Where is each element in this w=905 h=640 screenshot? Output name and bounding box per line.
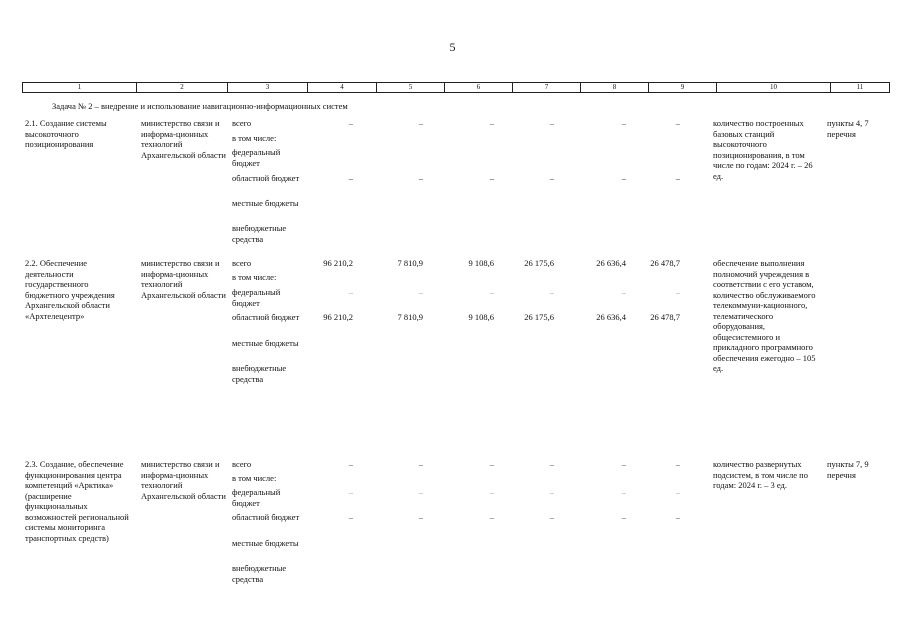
value-total: – (549, 118, 554, 128)
value-federal: – (549, 287, 554, 297)
source-total: всего (232, 258, 252, 268)
executor: министерство связи и информа-ционных технологий Архангельской области (141, 258, 226, 300)
value-total: – (675, 459, 680, 469)
value-total: – (675, 118, 680, 128)
value-regional: – (549, 512, 554, 522)
source-federal: федеральный бюджет (232, 287, 281, 308)
indicator: количество построенных базовых станций высокоточного позиционирования, в том числе по годам: 2024 г. – 26 ед. (713, 118, 813, 181)
notes: пункты 7, 9 перечня (827, 459, 869, 480)
page-number: 5 (449, 40, 456, 54)
column-header-1: 1 (23, 83, 137, 93)
value-federal: – (348, 287, 353, 297)
value-federal: – (489, 487, 494, 497)
value-regional: – (675, 512, 680, 522)
column-header-9: 9 (649, 83, 717, 93)
value-total: 96 210,2 (323, 258, 353, 268)
source-federal: федеральный бюджет (232, 487, 281, 508)
value-federal: – (621, 487, 626, 497)
value-total: – (621, 118, 626, 128)
source-extrabudgetary: внебюджетные средства (232, 363, 287, 384)
source-regional: областной бюджет (232, 312, 300, 322)
source-extrabudgetary: внебюджетные средства (232, 563, 287, 584)
source-including: в том числе: (232, 272, 277, 282)
column-header-10: 10 (717, 83, 831, 93)
value-federal: – (418, 487, 423, 497)
value-total: – (348, 118, 353, 128)
value-regional: – (489, 512, 494, 522)
value-regional: 7 810,9 (397, 312, 423, 322)
value-regional: – (418, 173, 423, 183)
task-title: Задача № 2 – внедрение и использование навигационно-информационных систем (52, 101, 348, 111)
activity-name: 2.3. Создание, обеспечение функционирования центра компетенций «Арктика» (расширение функциональных возможностей региональной системы мониторинга транспортных средств) (25, 459, 129, 543)
source-local: местные бюджеты (232, 338, 299, 348)
value-federal: – (348, 487, 353, 497)
value-total: – (621, 459, 626, 469)
source-extrabudgetary: внебюджетные средства (232, 223, 287, 244)
column-header-5: 5 (377, 83, 445, 93)
executor: министерство связи и информа-ционных технологий Архангельской области (141, 118, 226, 160)
executor: министерство связи и информа-ционных технологий Архангельской области (141, 459, 226, 501)
value-regional: 96 210,2 (323, 312, 353, 322)
value-total: 26 478,7 (650, 258, 680, 268)
source-total: всего (232, 459, 252, 469)
source-regional: областной бюджет (232, 512, 300, 522)
source-federal: федеральный бюджет (232, 147, 281, 168)
value-total: – (549, 459, 554, 469)
value-total: – (418, 459, 423, 469)
value-total: – (418, 118, 423, 128)
activity-name: 2.1. Создание системы высокоточного позиционирования (25, 118, 107, 149)
value-regional: 26 175,6 (524, 312, 554, 322)
column-header-6: 6 (445, 83, 513, 93)
value-total: – (489, 118, 494, 128)
value-federal: – (418, 287, 423, 297)
table-row (0, 459, 905, 589)
value-total: 7 810,9 (397, 258, 423, 268)
source-local: местные бюджеты (232, 198, 299, 208)
value-federal: – (675, 487, 680, 497)
value-regional: – (348, 173, 353, 183)
value-total: 26 636,4 (596, 258, 626, 268)
value-regional: – (675, 173, 680, 183)
value-federal: – (489, 287, 494, 297)
value-federal: – (549, 487, 554, 497)
indicator: обеспечение выполнения полномочий учреждения в соответствии с его уставом, количество обслуживаемого телекоммуни-кационного, телематического оборудования, общесистемного и прикладного программного обеспечения ежегодно – 105 ед. (713, 258, 816, 373)
source-regional: областной бюджет (232, 173, 300, 183)
indicator: количество развернутых подсистем, в том числе по годам: 2024 г. – 3 ед. (713, 459, 808, 490)
value-regional: – (621, 512, 626, 522)
notes: пункты 4, 7 перечня (827, 118, 869, 139)
column-header-4: 4 (308, 83, 377, 93)
value-total: 26 175,6 (524, 258, 554, 268)
table-row (0, 258, 905, 448)
value-regional: – (621, 173, 626, 183)
value-regional: – (549, 173, 554, 183)
source-local: местные бюджеты (232, 538, 299, 548)
value-regional: – (348, 512, 353, 522)
column-header-2: 2 (137, 83, 228, 93)
value-federal: – (675, 287, 680, 297)
column-header-3: 3 (228, 83, 308, 93)
value-regional: 26 478,7 (650, 312, 680, 322)
value-total: 9 108,6 (468, 258, 494, 268)
source-total: всего (232, 118, 252, 128)
value-regional: 9 108,6 (468, 312, 494, 322)
value-total: – (489, 459, 494, 469)
value-federal: – (621, 287, 626, 297)
source-including: в том числе: (232, 473, 277, 483)
value-regional: – (418, 512, 423, 522)
column-header-8: 8 (581, 83, 649, 93)
column-header-11: 11 (831, 83, 890, 93)
value-regional: 26 636,4 (596, 312, 626, 322)
source-including: в том числе: (232, 133, 277, 143)
column-header-7: 7 (513, 83, 581, 93)
column-number-header (22, 82, 890, 93)
value-regional: – (489, 173, 494, 183)
activity-name: 2.2. Обеспечение деятельности государственного бюджетного учреждения Архангельской области «Архтелецентр» (25, 258, 115, 321)
value-total: – (348, 459, 353, 469)
